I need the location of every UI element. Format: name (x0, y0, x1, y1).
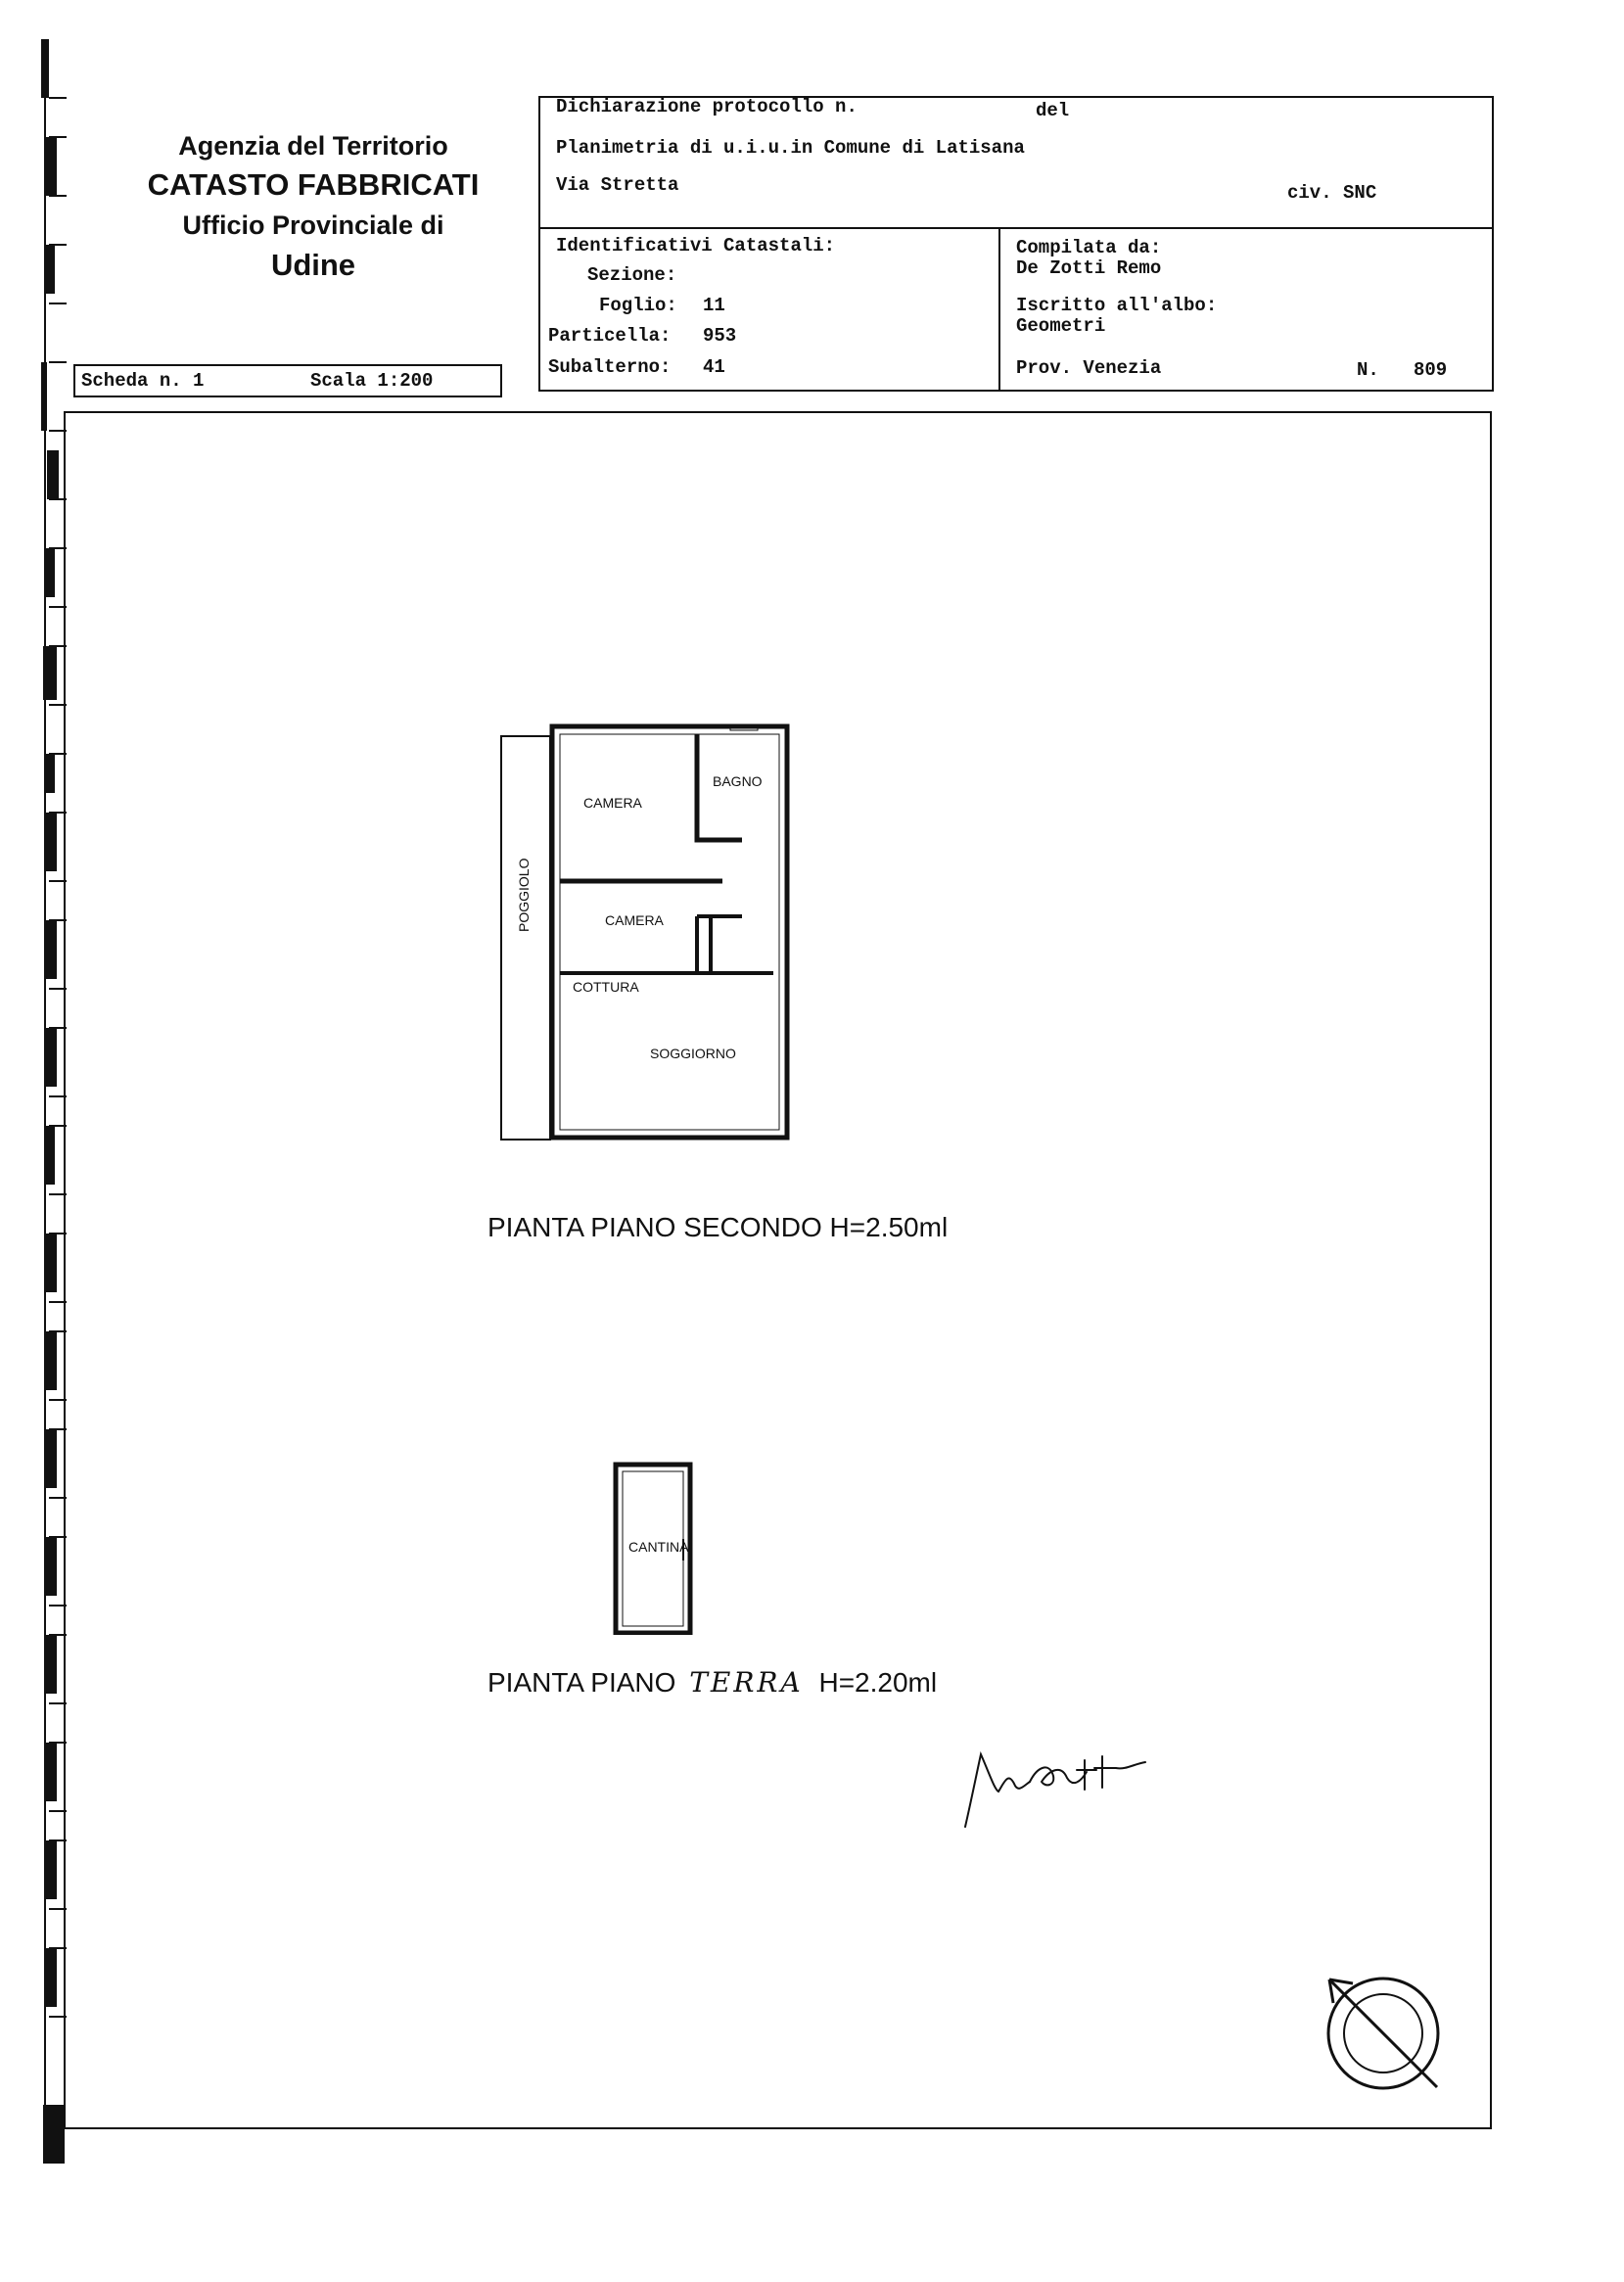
header-divider-horizontal (538, 227, 1494, 229)
sezione-label: Sezione: (587, 264, 677, 286)
scheda-number: Scheda n. 1 (81, 370, 205, 392)
ground-floor-caption-suffix: H=2.20ml (818, 1667, 938, 1698)
city-name: Udine (270, 248, 356, 282)
room-label-bagno: BAGNO (713, 773, 763, 789)
ground-floor-caption (487, 1666, 937, 1699)
room-label-camera-2: CAMERA (605, 912, 664, 928)
drawing-frame (64, 411, 1492, 2129)
ufficio-label: Ufficio Provinciale di (182, 210, 444, 240)
subalterno-value: 41 (703, 356, 725, 378)
room-label-soggiorno: SOGGIORNO (650, 1046, 736, 1061)
iscritto-value: Geometri (1016, 315, 1106, 337)
foglio-value: 11 (703, 295, 725, 316)
catasto-title: CATASTO FABBRICATI (147, 167, 480, 202)
agency-name: Agenzia del Territorio (178, 131, 448, 161)
particella-value: 953 (703, 325, 737, 347)
planimetria-text: Planimetria di u.i.u.in Comune di Latisana (556, 137, 1025, 159)
identificativi-title: Identificativi Catastali: (556, 235, 836, 256)
civico-text: civ. SNC (1287, 182, 1377, 204)
del-label: del (1036, 100, 1070, 121)
room-label-poggiolo: POGGIOLO (516, 858, 532, 932)
provincia-text: Prov. Venezia (1016, 357, 1162, 379)
foglio-label: Foglio: (599, 295, 677, 316)
room-label-camera: CAMERA (583, 795, 642, 811)
second-floor-caption: PIANTA PIANO SECONDO H=2.50ml (487, 1212, 949, 1242)
header-divider-vertical (998, 227, 1000, 392)
scale-label: Scala 1:200 (310, 370, 434, 392)
numero-label: N. (1357, 359, 1379, 381)
compilata-label: Compilata da: (1016, 237, 1162, 258)
iscritto-label: Iscritto all'albo: (1016, 295, 1218, 316)
dichiarazione-label: Dichiarazione protocollo n. (556, 96, 858, 117)
signature (959, 1743, 1175, 1840)
ground-floor-caption-prefix: PIANTA PIANO (487, 1667, 676, 1698)
ground-floor-caption-handwritten: TERRA (689, 1666, 804, 1699)
numero-value: 809 (1414, 359, 1448, 381)
subalterno-label: Subalterno: (548, 356, 672, 378)
scheda-box (73, 364, 502, 397)
compilata-value: De Zotti Remo (1016, 257, 1162, 279)
room-label-cottura: COTTURA (573, 979, 639, 995)
agency-header (98, 127, 529, 286)
via-text: Via Stretta (556, 174, 679, 196)
north-arrow-icon (1320, 1966, 1447, 2093)
particella-label: Particella: (548, 325, 672, 347)
room-label-cantina: CANTINA (628, 1539, 689, 1555)
